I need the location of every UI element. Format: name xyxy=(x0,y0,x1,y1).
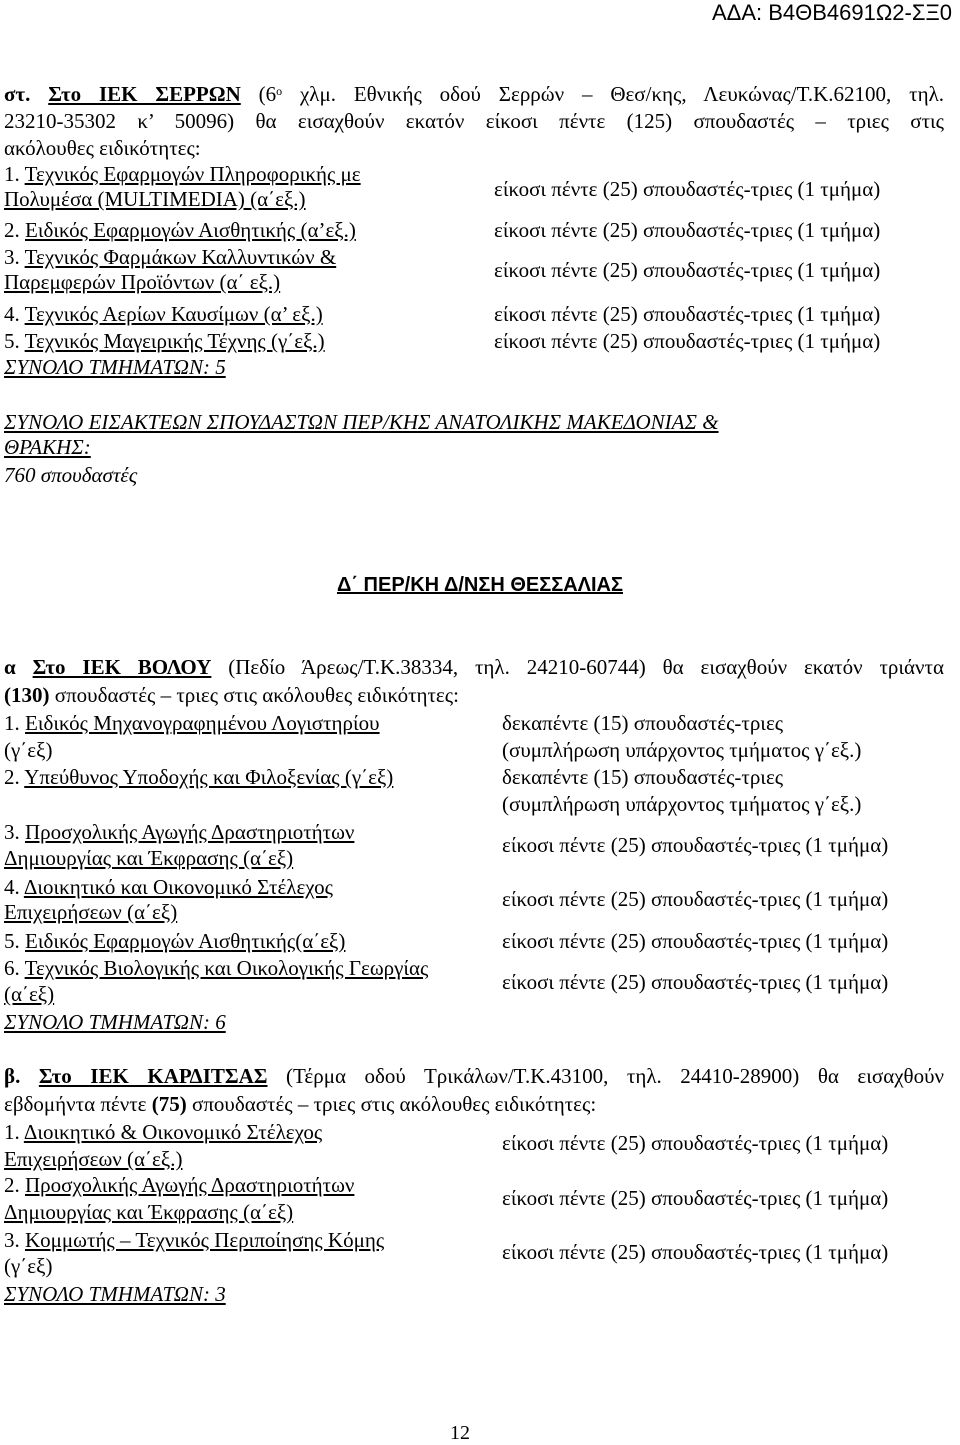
list-item: Επιχειρήσεων (α΄εξ.) xyxy=(4,1147,183,1171)
seats-text: είκοσι πέντε (25) σπουδαστές-τριες (1 τμήμα) xyxy=(502,833,889,857)
list-item: 1. Διοικητικό & Οικονομικό Στέλεχος xyxy=(4,1120,323,1144)
school-name-serres: Στο ΙΕΚ ΣΕΡΡΩΝ xyxy=(48,82,241,106)
seats-text: δεκαπέντε (15) σπουδαστές-τριες xyxy=(502,765,784,789)
list-item: Παρεμφερών Προϊόντων (α΄ εξ.) xyxy=(4,270,281,294)
list-item: 5. Ειδικός Εφαρμογών Αισθητικής(α΄εξ) xyxy=(4,929,346,953)
region-total-line-1: ΣΥΝΟΛΟ ΕΙΣΑΚΤΕΩΝ ΣΠΟΥΔΑΣΤΩΝ ΠΕΡ/ΚΗΣ ΑΝΑΤΟΛΙΚΗΣ ΜΑΚΕΔΟΝΙΑΣ & xyxy=(4,410,719,434)
list-item: Επιχειρήσεων (α΄εξ) xyxy=(4,900,178,924)
sec-a-line-1: α Στο ΙΕΚ ΒΟΛΟΥ (Πεδίο Άρεως/Τ.Κ.38334, τηλ. 24210-60744) θα εισαχθούν εκατόν τριάντα xyxy=(4,655,944,679)
seats-text: είκοσι πέντε (25) σπουδαστές-τριες (1 τμήμα) xyxy=(494,302,881,326)
region-total-count: 760 σπουδαστές xyxy=(4,463,138,487)
list-item: 4. Τεχνικός Αερίων Καυσίμων (α’ εξ.) xyxy=(4,302,323,326)
seats-text: είκοσι πέντε (25) σπουδαστές-τριες (1 τμήμα) xyxy=(494,329,881,353)
list-item: Δημιουργίας και Έκφρασης (α΄εξ) xyxy=(4,1200,294,1224)
list-item: 3. Τεχνικός Φαρμάκων Καλλυντικών & xyxy=(4,245,337,269)
seats-text: είκοσι πέντε (25) σπουδαστές-τριες (1 τμήμα) xyxy=(494,177,881,201)
sec-a-line-2: (130) σπουδαστές – τριες στις ακόλουθες ειδικότητες: xyxy=(4,683,459,707)
seats-text: είκοσι πέντε (25) σπουδαστές-τριες (1 τμήμα) xyxy=(502,1240,889,1264)
sec-st-line-1: στ. Στο ΙΕΚ ΣΕΡΡΩΝ ($6^o$ χλμ. Εθνικής οδού Σερρών – Θεσ/κης, Λευκώνας/Τ.Κ.62100, τηλ. xyxy=(4,82,944,106)
list-item: 2. Υπεύθυνος Υποδοχής και Φιλοξενίας (γ΄εξ) xyxy=(4,765,394,789)
list-item: 3. Κομμωτής – Τεχνικός Περιποίησης Κόμης xyxy=(4,1228,385,1252)
list-item: 1. Ειδικός Μηχανογραφημένου Λογιστηρίου xyxy=(4,711,380,735)
total-sections: ΣΥΝΟΛΟ ΤΜΗΜΑΤΩΝ: 5 xyxy=(4,355,226,379)
seats-text: είκοσι πέντε (25) σπουδαστές-τριες (1 τμήμα) xyxy=(502,1131,889,1155)
list-item: 1. Τεχνικός Εφαρμογών Πληροφορικής με xyxy=(4,162,361,186)
seats-text: είκοσι πέντε (25) σπουδαστές-τριες (1 τμήμα) xyxy=(502,929,889,953)
seats-text: είκοσι πέντε (25) σπουδαστές-τριες (1 τμήμα) xyxy=(502,887,889,911)
list-item: 5. Τεχνικός Μαγειρικής Τέχνης (γ΄εξ.) xyxy=(4,329,325,353)
list-item: (γ΄εξ) xyxy=(4,1254,53,1278)
sec-st-line-3: ακόλουθες ειδικότητες: xyxy=(4,136,201,160)
total-sections: ΣΥΝΟΛΟ ΤΜΗΜΑΤΩΝ: 3 xyxy=(4,1282,226,1306)
region-total-line-2: ΘΡΑΚΗΣ: xyxy=(4,435,91,459)
list-item: 4. Διοικητικό και Οικονομικό Στέλεχος xyxy=(4,875,333,899)
sec-st-line-2: 23210-35302 κ’ 50096) θα εισαχθούν εκατόν είκοσι πέντε (125) σπουδαστές – τριες στις xyxy=(4,109,944,133)
list-item: (γ΄εξ) xyxy=(4,738,53,762)
ada-code: ΑΔΑ: Β4ΘΒ4691Ω2-ΣΞ0 xyxy=(711,0,952,25)
seats-note: (συμπλήρωση υπάρχοντος τμήματος γ΄εξ.) xyxy=(502,738,862,762)
seats-text: είκοσι πέντε (25) σπουδαστές-τριες (1 τμήμα) xyxy=(502,1186,889,1210)
page-number: 12 xyxy=(450,1422,470,1444)
seats-text: είκοσι πέντε (25) σπουδαστές-τριες (1 τμήμα) xyxy=(494,258,881,282)
total-sections: ΣΥΝΟΛΟ ΤΜΗΜΑΤΩΝ: 6 xyxy=(4,1010,226,1034)
list-item: 6. Τεχνικός Βιολογικής και Οικολογικής Γεωργίας xyxy=(4,956,429,980)
list-item: Πολυμέσα (MULTIMEDIA) (α΄εξ.) xyxy=(4,187,306,211)
seats-text: είκοσι πέντε (25) σπουδαστές-τριες (1 τμήμα) xyxy=(502,970,889,994)
list-item: (α΄εξ) xyxy=(4,982,55,1006)
sec-b-line-2: εβδομήντα πέντε (75) σπουδαστές – τριες στις ακόλουθες ειδικότητες: xyxy=(4,1092,597,1116)
list-item: 3. Προσχολικής Αγωγής Δραστηριοτήτων xyxy=(4,820,355,844)
school-name-volos: Στο ΙΕΚ ΒΟΛΟΥ xyxy=(32,655,212,679)
region-heading: Δ΄ ΠΕΡ/ΚΗ Δ/ΝΣΗ ΘΕΣΣΑΛΙΑΣ xyxy=(336,574,624,596)
school-name-karditsa: Στο ΙΕΚ ΚΑΡΔΙΤΣΑΣ xyxy=(38,1064,268,1088)
sec-b-line-1: β. Στο ΙΕΚ ΚΑΡΔΙΤΣΑΣ (Τέρμα οδού Τρικάλων/Τ.Κ.43100, τηλ. 24410-28900) θα εισαχθούν xyxy=(4,1064,944,1088)
list-item: 2. Ειδικός Εφαρμογών Αισθητικής (α’εξ.) xyxy=(4,218,356,242)
seats-note: (συμπλήρωση υπάρχοντος τμήματος γ΄εξ.) xyxy=(502,792,862,816)
list-item: 2. Προσχολικής Αγωγής Δραστηριοτήτων xyxy=(4,1173,355,1197)
seats-text: είκοσι πέντε (25) σπουδαστές-τριες (1 τμήμα) xyxy=(494,218,881,242)
seats-text: δεκαπέντε (15) σπουδαστές-τριες xyxy=(502,711,784,735)
list-item: Δημιουργίας και Έκφρασης (α΄εξ) xyxy=(4,846,294,870)
